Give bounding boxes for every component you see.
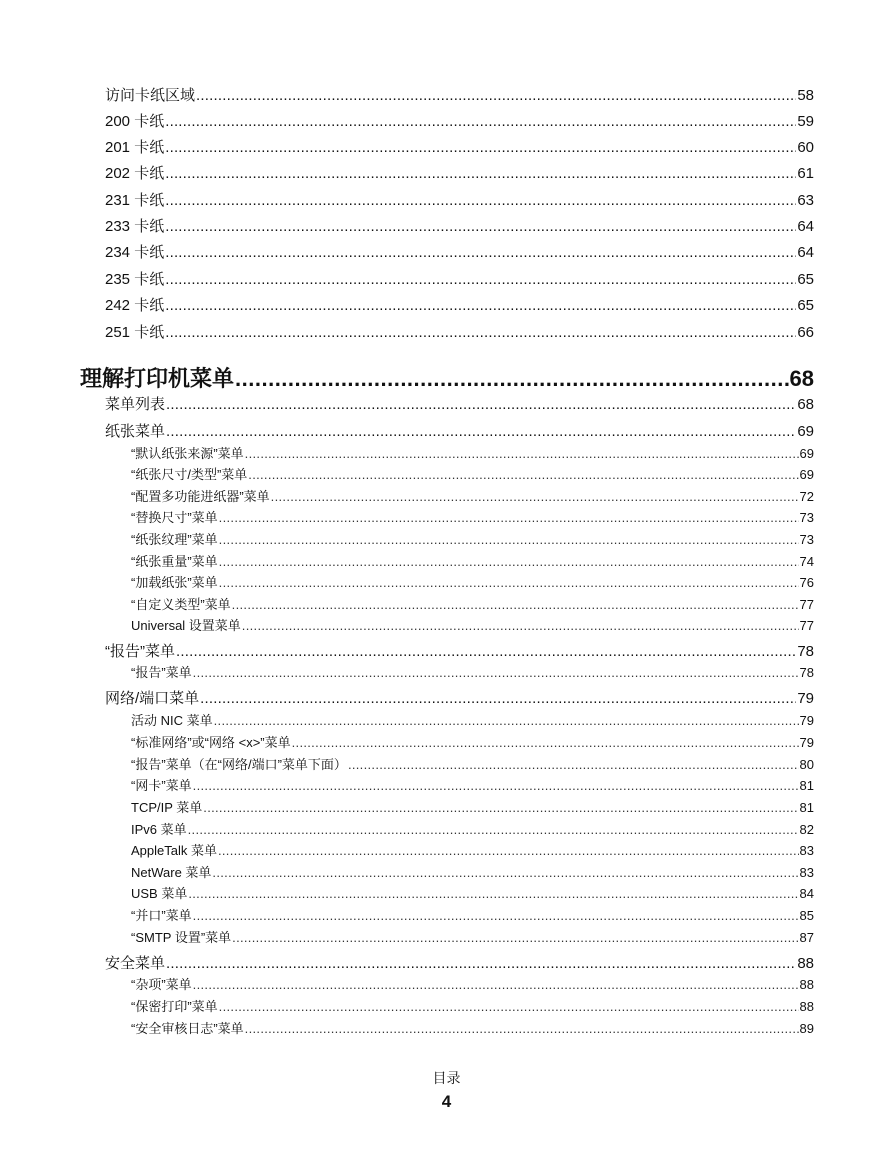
toc-entry-page-number: 73 bbox=[799, 510, 814, 525]
toc-entry-title: “报告”菜单 bbox=[131, 665, 192, 680]
toc-subsection-entry[interactable] bbox=[131, 551, 814, 571]
toc-entry-title: 201 卡纸 bbox=[105, 139, 165, 156]
dot-leader bbox=[193, 778, 799, 793]
footer-label: 目录 bbox=[432, 1070, 461, 1086]
dot-leader bbox=[212, 865, 798, 880]
toc-section-entry[interactable] bbox=[105, 241, 814, 263]
toc-entry-page-number: 79 bbox=[799, 713, 814, 728]
dot-leader bbox=[165, 297, 796, 314]
dot-leader bbox=[218, 843, 799, 858]
toc-section-entry[interactable] bbox=[105, 294, 814, 316]
toc-entry-title: IPv6 菜单 bbox=[131, 822, 187, 837]
toc-entry-title: 233 卡纸 bbox=[105, 218, 165, 235]
dot-leader bbox=[165, 113, 796, 130]
dot-leader bbox=[165, 192, 796, 209]
toc-entry-page-number: 65 bbox=[797, 297, 814, 314]
toc-entry-page-number: 87 bbox=[799, 930, 814, 945]
toc-section-entry[interactable] bbox=[105, 687, 814, 709]
dot-leader bbox=[166, 396, 796, 413]
toc-entry-title: “报告”菜单 bbox=[105, 643, 175, 660]
dot-leader bbox=[219, 575, 799, 590]
dot-leader bbox=[165, 218, 796, 235]
toc-entry-title: 251 卡纸 bbox=[105, 324, 165, 341]
toc-entry-title: “替换尺寸”菜单 bbox=[131, 510, 218, 525]
toc-entry-page-number: 89 bbox=[799, 1021, 814, 1036]
dot-leader bbox=[193, 908, 799, 923]
toc-entry-page-number: 79 bbox=[797, 690, 814, 707]
toc-entry-page-number: 61 bbox=[797, 165, 814, 182]
toc-subsection-entry[interactable] bbox=[131, 464, 814, 484]
toc-chapter-entry[interactable] bbox=[80, 362, 814, 394]
dot-leader bbox=[214, 713, 799, 728]
toc-entry-title: “配置多功能进纸器”菜单 bbox=[131, 489, 270, 504]
toc-entry-page-number: 68 bbox=[797, 396, 814, 413]
toc-entry-title: 纸张菜单 bbox=[105, 423, 166, 440]
toc-entry-title: AppleTalk 菜单 bbox=[131, 843, 217, 858]
toc-entry-page-number: 74 bbox=[799, 554, 814, 569]
toc-entry-page-number: 77 bbox=[799, 597, 814, 612]
toc-entry-title: “自定义类型”菜单 bbox=[131, 597, 231, 612]
toc-subsection-entry[interactable] bbox=[131, 797, 814, 817]
toc-entry-title: “纸张重量”菜单 bbox=[131, 554, 218, 569]
toc-entry-page-number: 59 bbox=[797, 113, 814, 130]
toc-entry-title: 安全菜单 bbox=[105, 955, 166, 972]
toc-entry-title: 理解打印机菜单 bbox=[80, 366, 235, 391]
dot-leader bbox=[165, 324, 796, 341]
toc-section-entry[interactable] bbox=[105, 268, 814, 290]
toc-entry-title: 231 卡纸 bbox=[105, 192, 165, 209]
toc-entry-page-number: 78 bbox=[799, 665, 814, 680]
toc-entry-title: “报告”菜单（在“网络/端口”菜单下面） bbox=[131, 757, 347, 772]
dot-leader bbox=[166, 423, 796, 440]
dot-leader bbox=[200, 690, 796, 707]
toc-subsection-entry[interactable] bbox=[131, 974, 814, 994]
toc-subsection-entry[interactable] bbox=[131, 996, 814, 1016]
dot-leader bbox=[176, 643, 796, 660]
toc-entry-title: USB 菜单 bbox=[131, 886, 188, 901]
toc-entry-page-number: 64 bbox=[797, 244, 814, 261]
toc-entry-page-number: 65 bbox=[797, 271, 814, 288]
toc-section-entry[interactable] bbox=[105, 110, 814, 132]
toc-entry-title: “纸张尺寸/类型”菜单 bbox=[131, 467, 248, 482]
toc-section-entry[interactable] bbox=[105, 162, 814, 184]
toc-section-entry[interactable] bbox=[105, 215, 814, 237]
dot-leader bbox=[248, 467, 798, 482]
toc-entry-page-number: 58 bbox=[797, 87, 814, 104]
toc-entry-title: 235 卡纸 bbox=[105, 271, 165, 288]
toc-subsection-entry[interactable] bbox=[131, 819, 814, 839]
toc-entry-title: “纸张纹理”菜单 bbox=[131, 532, 218, 547]
dot-leader bbox=[219, 532, 799, 547]
toc-subsection-entry[interactable] bbox=[131, 572, 814, 592]
toc-subsection-entry[interactable] bbox=[131, 443, 814, 463]
toc-entry-page-number: 80 bbox=[799, 757, 814, 772]
toc-entry-title: “保密打印”菜单 bbox=[131, 999, 218, 1014]
toc-entry-page-number: 66 bbox=[797, 324, 814, 341]
toc-entry-page-number: 69 bbox=[799, 446, 814, 461]
toc-section-entry[interactable] bbox=[105, 952, 814, 974]
toc-entry-page-number: 82 bbox=[799, 822, 814, 837]
toc-subsection-entry[interactable] bbox=[131, 507, 814, 527]
dot-leader bbox=[165, 139, 796, 156]
toc-subsection-entry[interactable] bbox=[131, 486, 814, 506]
dot-leader bbox=[292, 735, 799, 750]
toc-subsection-entry[interactable] bbox=[131, 662, 814, 682]
toc-entry-page-number: 78 bbox=[797, 643, 814, 660]
dot-leader bbox=[193, 977, 799, 992]
toc-entry-page-number: 60 bbox=[797, 139, 814, 156]
dot-leader bbox=[165, 165, 796, 182]
toc-entry-title: 200 卡纸 bbox=[105, 113, 165, 130]
toc-entry-title: 菜单列表 bbox=[105, 396, 166, 413]
toc-subsection-entry[interactable] bbox=[131, 927, 814, 947]
dot-leader bbox=[219, 554, 799, 569]
toc-entry-page-number: 64 bbox=[797, 218, 814, 235]
toc-subsection-entry[interactable] bbox=[131, 883, 814, 903]
toc-subsection-entry[interactable] bbox=[131, 862, 814, 882]
toc-entry-title: NetWare 菜单 bbox=[131, 865, 212, 880]
dot-leader bbox=[271, 489, 799, 504]
toc-entry-title: “安全审核日志”菜单 bbox=[131, 1021, 244, 1036]
toc-entry-page-number: 63 bbox=[797, 192, 814, 209]
toc-section-entry[interactable] bbox=[105, 420, 814, 442]
toc-entry-title: “网卡”菜单 bbox=[131, 778, 192, 793]
dot-leader bbox=[188, 822, 799, 837]
dot-leader bbox=[188, 886, 798, 901]
toc-entry-title: 242 卡纸 bbox=[105, 297, 165, 314]
toc-subsection-entry[interactable] bbox=[131, 615, 814, 635]
toc-entry-title: “标准网络”或“网络 <x>”菜单 bbox=[131, 735, 291, 750]
toc-entry-title: 访问卡纸区域 bbox=[105, 87, 196, 104]
toc-section-entry[interactable] bbox=[105, 393, 814, 415]
dot-leader bbox=[196, 87, 796, 104]
toc-entry-page-number: 69 bbox=[799, 467, 814, 482]
dot-leader bbox=[242, 618, 799, 633]
toc-subsection-entry[interactable] bbox=[131, 710, 814, 730]
dot-leader bbox=[193, 665, 799, 680]
toc-entry-page-number: 76 bbox=[799, 575, 814, 590]
toc-section-entry[interactable] bbox=[105, 321, 814, 343]
toc-entry-page-number: 88 bbox=[799, 977, 814, 992]
toc-entry-page-number: 85 bbox=[799, 908, 814, 923]
dot-leader bbox=[165, 271, 796, 288]
toc-entry-page-number: 88 bbox=[799, 999, 814, 1014]
toc-entry-page-number: 88 bbox=[797, 955, 814, 972]
dot-leader bbox=[232, 597, 799, 612]
dot-leader bbox=[166, 955, 796, 972]
dot-leader bbox=[165, 244, 796, 261]
toc-entry-title: “SMTP 设置”菜单 bbox=[131, 930, 232, 945]
toc-entry-title: “加载纸张”菜单 bbox=[131, 575, 218, 590]
toc-entry-page-number: 81 bbox=[799, 800, 814, 815]
toc-subsection-entry[interactable] bbox=[131, 594, 814, 614]
toc-entry-page-number: 79 bbox=[799, 735, 814, 750]
toc-entry-page-number: 81 bbox=[799, 778, 814, 793]
toc-entry-page-number: 83 bbox=[799, 843, 814, 858]
toc-subsection-entry[interactable] bbox=[131, 732, 814, 752]
toc-section-entry[interactable] bbox=[105, 640, 814, 662]
toc-entry-title: “默认纸张来源”菜单 bbox=[131, 446, 244, 461]
dot-leader bbox=[348, 757, 799, 772]
toc-entry-page-number: 73 bbox=[799, 532, 814, 547]
toc-entry-page-number: 83 bbox=[799, 865, 814, 880]
dot-leader bbox=[219, 510, 799, 525]
dot-leader bbox=[219, 999, 799, 1014]
footer-page-number: 4 bbox=[441, 1092, 452, 1111]
toc-section-entry[interactable] bbox=[105, 84, 814, 106]
toc-entry-title: “杂项”菜单 bbox=[131, 977, 192, 992]
toc-entry-title: 202 卡纸 bbox=[105, 165, 165, 182]
toc-section-entry[interactable] bbox=[105, 189, 814, 211]
toc-subsection-entry[interactable] bbox=[131, 1018, 814, 1038]
toc-entry-page-number: 77 bbox=[799, 618, 814, 633]
toc-entry-page-number: 69 bbox=[797, 423, 814, 440]
toc-section-entry[interactable] bbox=[105, 136, 814, 158]
toc-entry-title: 活动 NIC 菜单 bbox=[131, 713, 213, 728]
toc-subsection-entry[interactable] bbox=[131, 754, 814, 774]
toc-entry-title: 网络/端口菜单 bbox=[105, 690, 200, 707]
toc-subsection-entry[interactable] bbox=[131, 840, 814, 860]
toc-entry-page-number: 84 bbox=[799, 886, 814, 901]
toc-entry-title: TCP/IP 菜单 bbox=[131, 800, 203, 815]
toc-subsection-entry[interactable] bbox=[131, 905, 814, 925]
dot-leader bbox=[245, 1021, 799, 1036]
dot-leader bbox=[235, 366, 789, 392]
toc-entry-title: Universal 设置菜单 bbox=[131, 618, 241, 633]
toc-entry-page-number: 68 bbox=[789, 366, 814, 391]
dot-leader bbox=[203, 800, 798, 815]
toc-subsection-entry[interactable] bbox=[131, 529, 814, 549]
dot-leader bbox=[245, 446, 799, 461]
toc-entry-title: “并口”菜单 bbox=[131, 908, 192, 923]
toc-entry-title: 234 卡纸 bbox=[105, 244, 165, 261]
toc-subsection-entry[interactable] bbox=[131, 775, 814, 795]
toc-entry-page-number: 72 bbox=[799, 489, 814, 504]
dot-leader bbox=[232, 930, 798, 945]
